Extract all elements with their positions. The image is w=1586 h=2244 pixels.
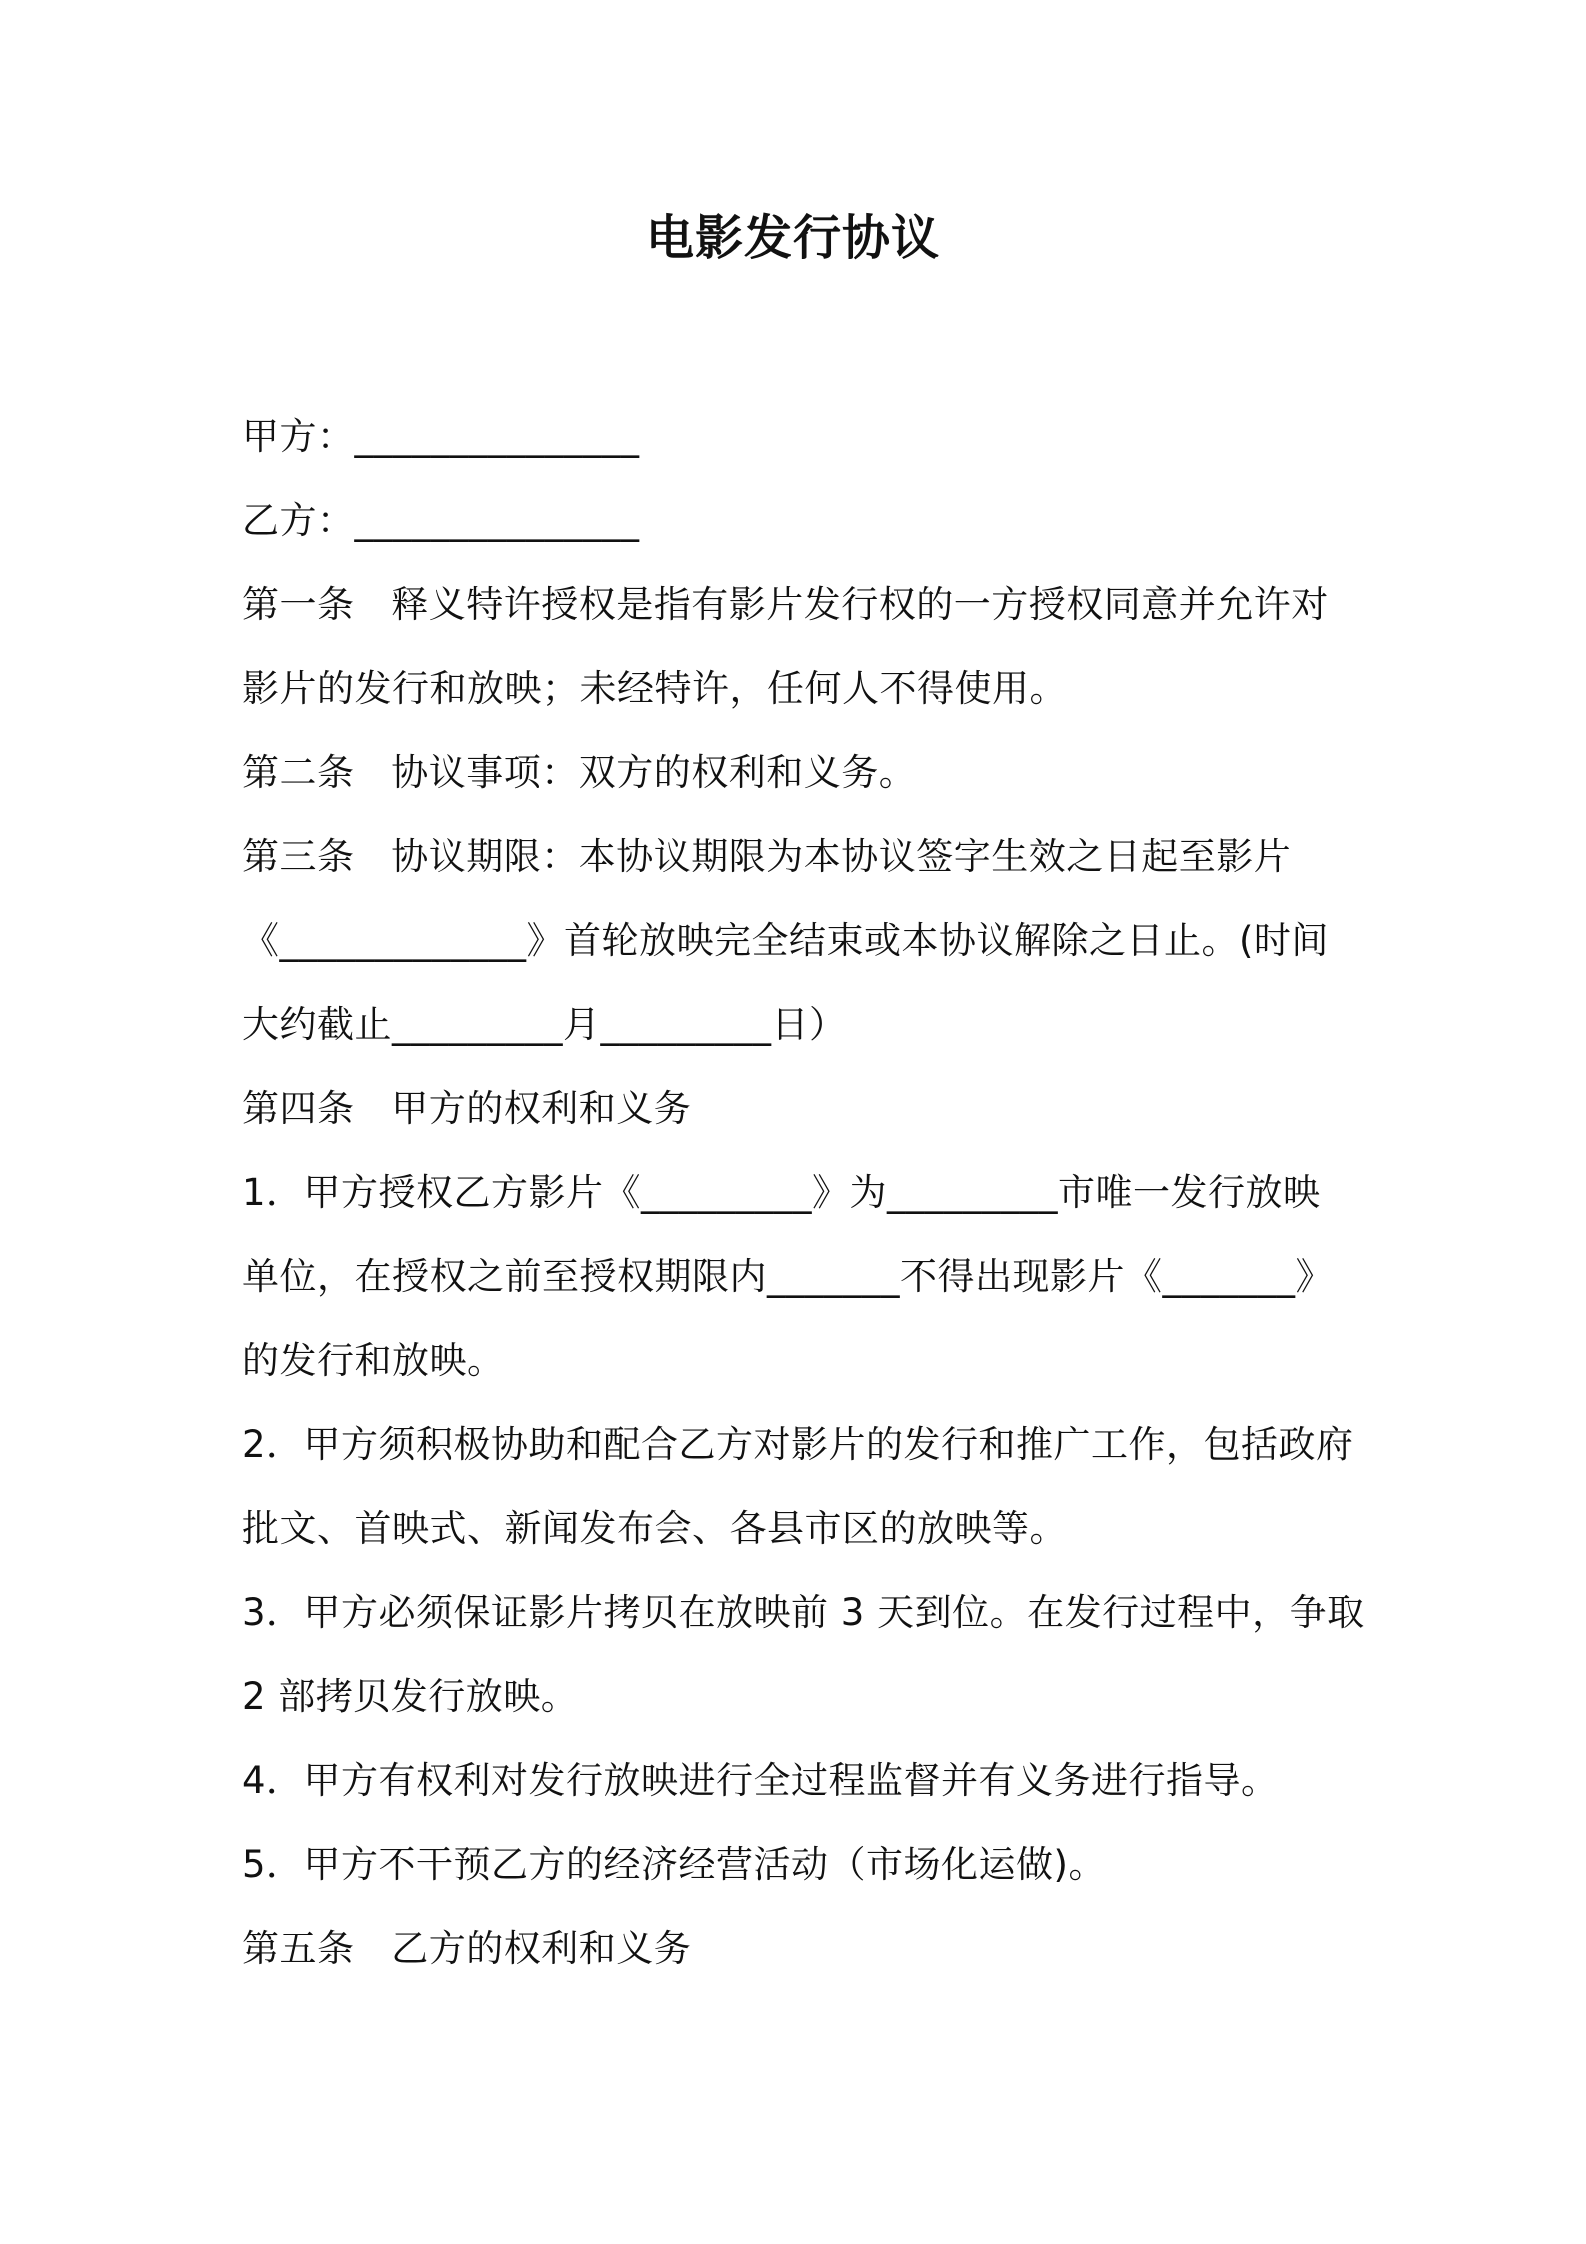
article-1-line-2: 影片的发行和放映；未经特许，任何人不得使用。 bbox=[242, 667, 1067, 710]
article-2-line: 第二条 协议事项：双方的权利和义务。 bbox=[242, 751, 917, 794]
article-5-heading: 第五条 乙方的权利和义务 bbox=[242, 1927, 692, 1970]
article-3-line-1: 第三条 协议期限：本协议期限为本协议签字生效之日起至影片 bbox=[242, 835, 1292, 878]
article-4-item-5: 5．甲方不干预乙方的经济经营活动（市场化运做)。 bbox=[242, 1843, 1106, 1886]
article-1-line-1: 第一条 释义特许授权是指有影片发行权的一方授权同意并允许对 bbox=[242, 583, 1329, 626]
document-title: 电影发行协议 bbox=[645, 210, 940, 266]
article-4-item-2-line-1: 2．甲方须积极协助和配合乙方对影片的发行和推广工作，包括政府 bbox=[242, 1423, 1354, 1466]
party-a-line: 甲方：_______________ bbox=[242, 415, 640, 458]
article-4-item-1-line-1: 1．甲方授权乙方影片《_________》为_________市唯一发行放映 bbox=[242, 1171, 1321, 1214]
article-4-heading: 第四条 甲方的权利和义务 bbox=[242, 1087, 692, 1130]
article-3-line-3: 大约截止_________月_________日） bbox=[242, 1003, 847, 1046]
article-4-item-3-line-2: 2 部拷贝发行放映。 bbox=[242, 1675, 579, 1718]
article-4-item-1-line-3: 的发行和放映。 bbox=[242, 1339, 505, 1382]
article-4-item-1-line-2: 单位，在授权之前至授权期限内_______不得出现影片《_______》 bbox=[242, 1255, 1333, 1298]
article-4-item-3-line-1: 3．甲方必须保证影片拷贝在放映前 3 天到位。在发行过程中，争取 bbox=[242, 1591, 1365, 1634]
article-4-item-4: 4．甲方有权利对发行放映进行全过程监督并有义务进行指导。 bbox=[242, 1759, 1279, 1802]
article-3-line-2: 《_____________》首轮放映完全结束或本协议解除之日止。(时间 bbox=[242, 919, 1329, 962]
article-4-item-2-line-2: 批文、首映式、新闻发布会、各县市区的放映等。 bbox=[242, 1507, 1067, 1550]
party-b-line: 乙方：_______________ bbox=[242, 499, 640, 542]
